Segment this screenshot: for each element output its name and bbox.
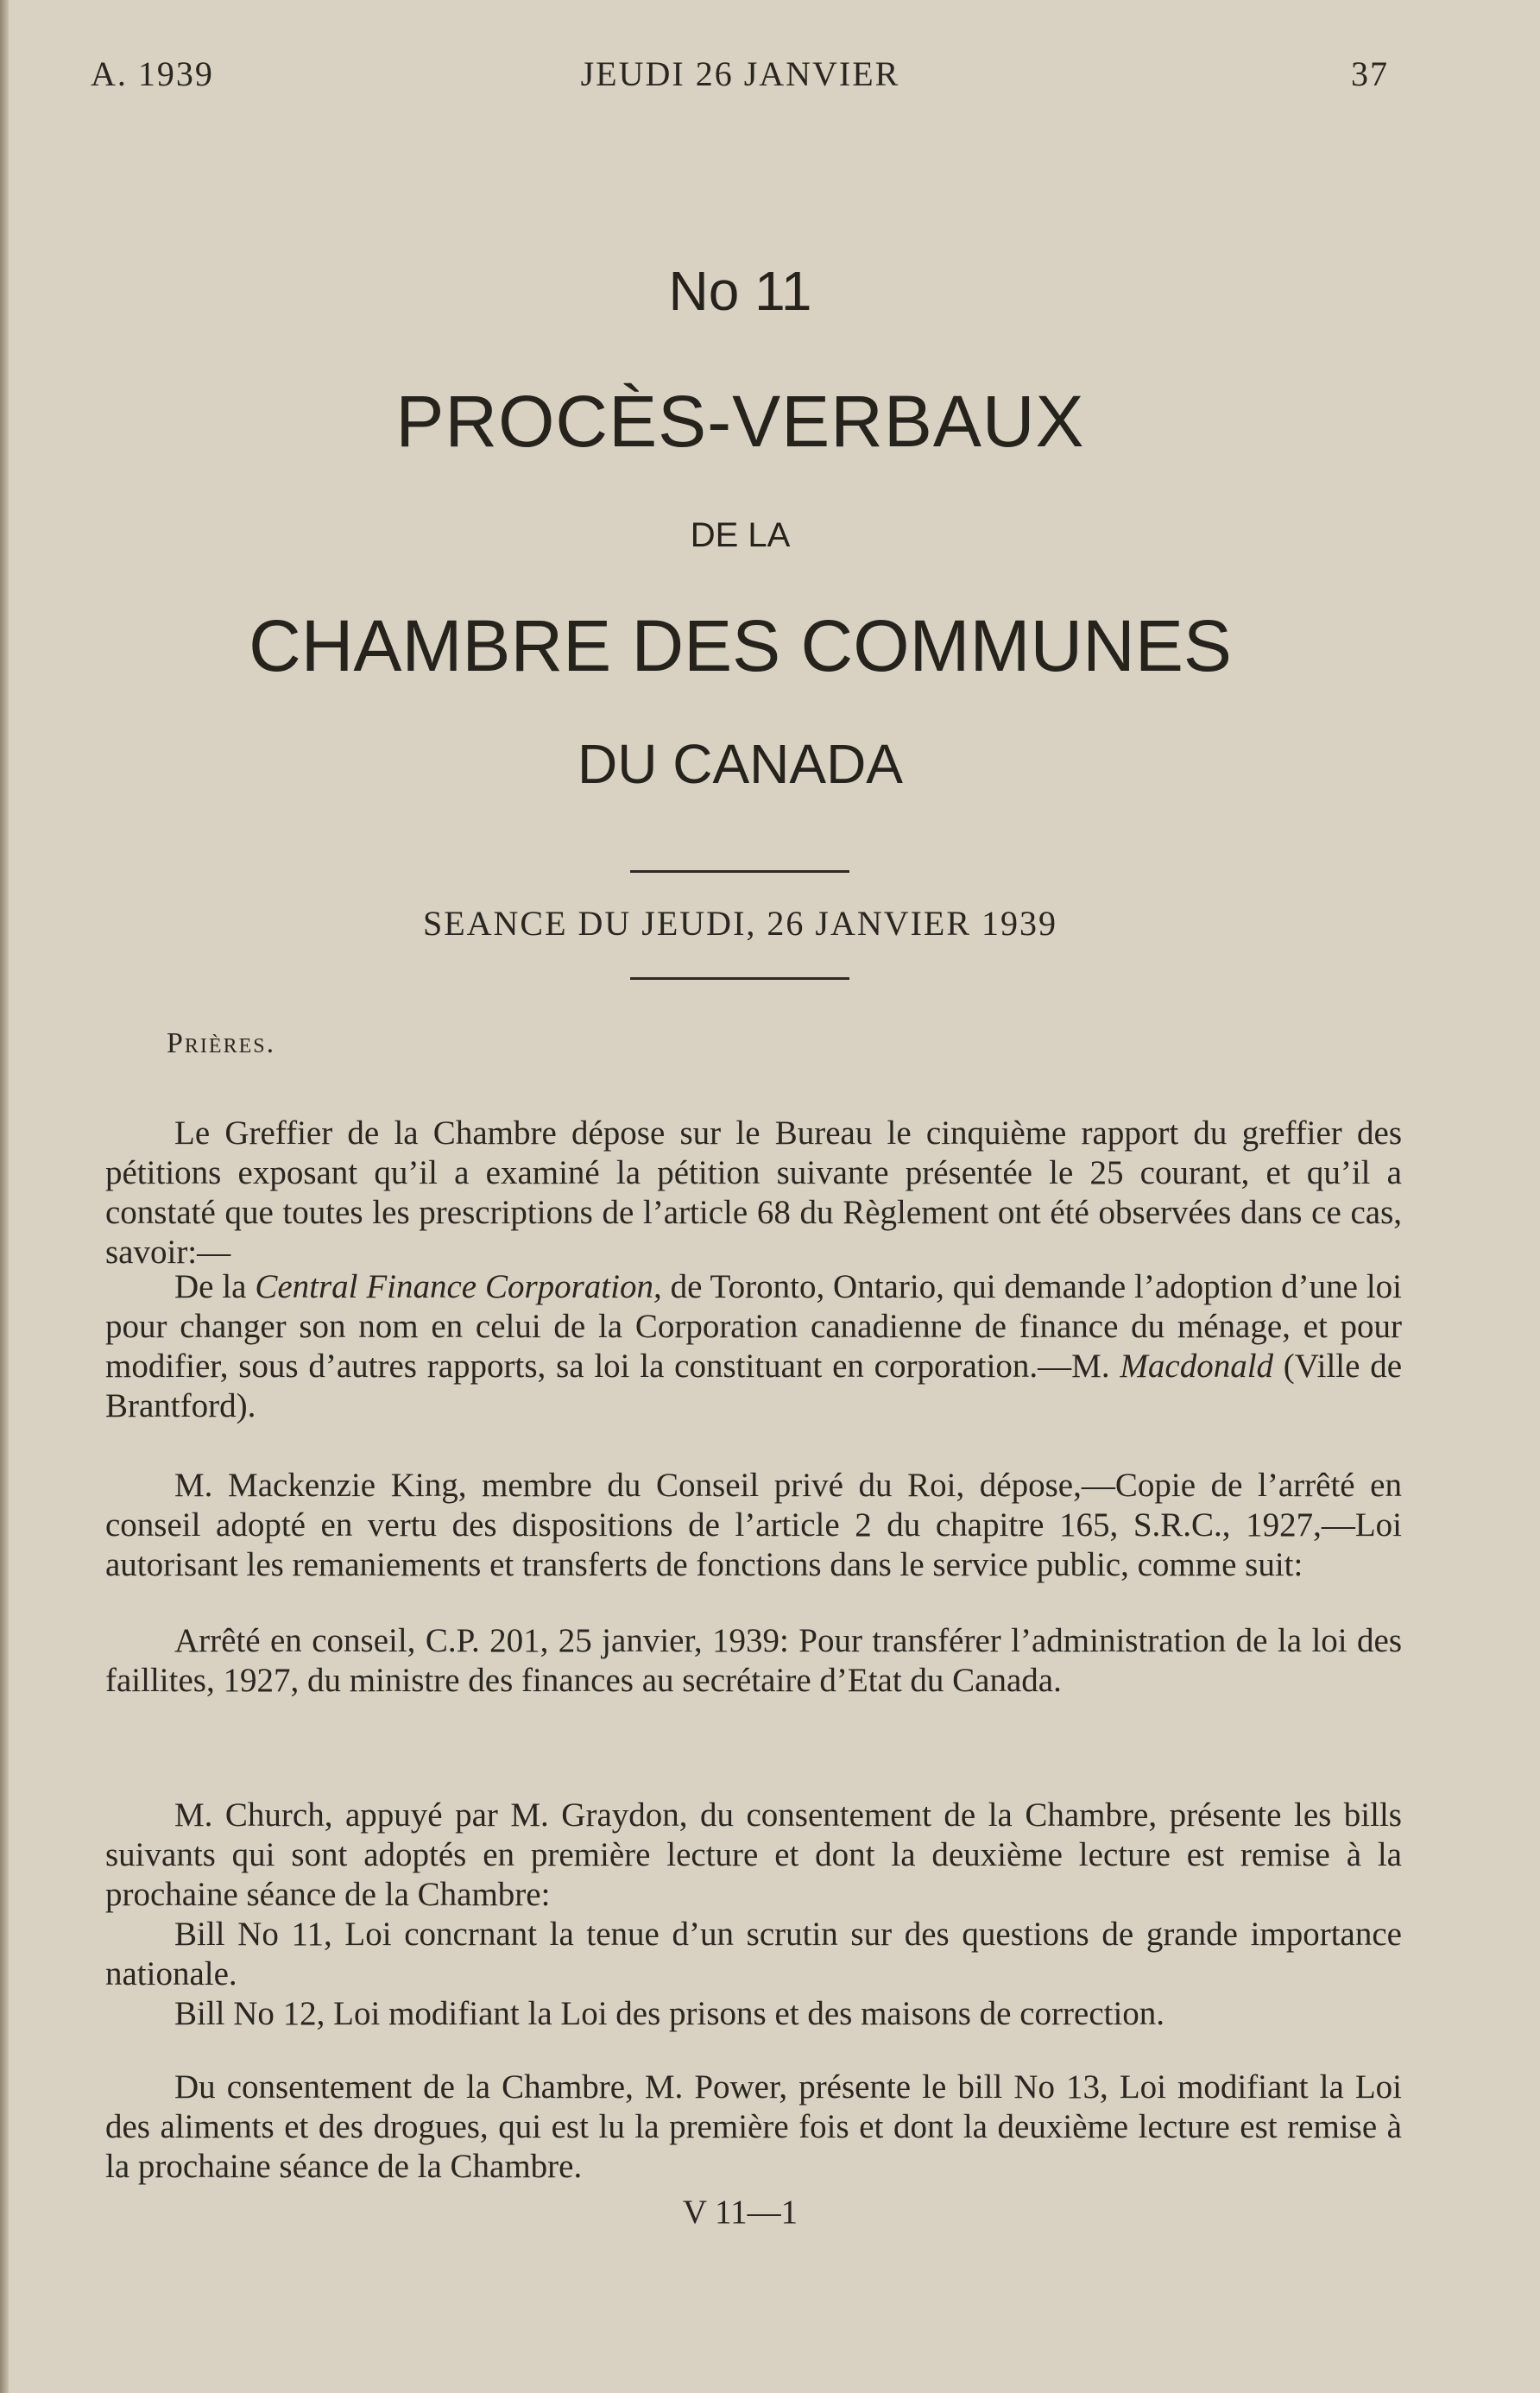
- title-du-canada: DU CANADA: [578, 733, 903, 795]
- divider-bottom: [630, 977, 849, 980]
- seance-heading: SEANCE DU JEUDI, 26 JANVIER 1939: [422, 904, 1058, 943]
- bill-12: Bill No 12, Loi modifiant la Loi des prisons et des maisons de correction.: [174, 1995, 1165, 2032]
- divider-top: [630, 870, 849, 873]
- bill-11: Bill No 11, Loi concrnant la tenue d’un scrutin sur des questions de grande importance nationale.: [105, 1916, 1402, 1992]
- page-number: 37: [1351, 54, 1389, 93]
- issue-number: No 11: [668, 260, 812, 322]
- running-head: [0, 54, 1540, 105]
- text-run: De la: [174, 1268, 256, 1305]
- title-chambre-des-communes: CHAMBRE DES COMMUNES: [249, 605, 1232, 686]
- italic-company-name: Central Finance Corporation,: [255, 1268, 662, 1305]
- paragraph-text: M. Church, appuyé par M. Graydon, du consentement de la Chambre, présente les bills suivants qui sont adoptés en première lecture et dont la deuxième lecture est remise à la prochaine séance de la Chambre:: [105, 1796, 1402, 1913]
- italic-member-name: Macdonald: [1120, 1348, 1274, 1385]
- header-date: JEUDI 26 JANVIER: [580, 54, 900, 93]
- signature-mark: V 11—1: [682, 2194, 798, 2231]
- paragraph-text: M. Mackenzie King, membre du Conseil privé du Roi, dépose,—Copie de l’arrêté en conseil adopté en vertu des dispositions de l’article 2 du chapitre 165, S.R.C., 1927,—Loi autorisant les remaniements et transferts de fonctions dans le service public, comme suit:: [105, 1467, 1402, 1583]
- paragraph-greffier: [105, 1114, 1402, 1272]
- header-year: A. 1939: [91, 54, 214, 93]
- paragraph-text: Le Greffier de la Chambre dépose sur le Bureau le cinquième rapport du greffier des pétitions exposant qu’il a examiné la pétition suivante présentée le 25 courant, et qu’il a constaté que toutes les prescriptions de l’article 68 du Règlement ont été observées dans ce cas, savoir:—: [105, 1114, 1402, 1271]
- prieres-heading: Prières.: [167, 1027, 276, 1059]
- title-proces-verbaux: PROCÈS-VERBAUX: [395, 381, 1085, 462]
- page-edge: [0, 0, 9, 2393]
- paragraph-mackenzie-king: [105, 1466, 1402, 1585]
- paragraph-arrete: [105, 1621, 1402, 1701]
- text-run: de Toronto, Ontario, qui demande l’adoption d’une loi pour changer son nom en celui de la Corporation canadienne de finance du ménage, et pour modifier, sous d’autres rapports, sa loi la constituant en corporation.—M.: [105, 1268, 1402, 1385]
- paragraph-text: [105, 1267, 1402, 1426]
- paragraph-text: Du consentement de la Chambre, M. Power, présente le bill No 13, Loi modifiant la Loi des aliments et des drogues, qui est lu la première fois et dont la deuxième lecture est remise à la prochaine séance de la Chambre.: [105, 2068, 1402, 2185]
- paragraph-power: [105, 2068, 1402, 2187]
- title-de-la: DE LA: [690, 516, 791, 554]
- paragraph-text: Arrêté en conseil, C.P. 201, 25 janvier, 1939: Pour transférer l’administration de la loi des faillites, 1927, du ministre des finances au secrétaire d’Etat du Canada.: [105, 1622, 1402, 1699]
- text-run: (Ville de Brantford).: [105, 1348, 1403, 1424]
- paragraph-petition: [105, 1267, 1402, 1426]
- paragraph-church: [105, 1796, 1402, 2034]
